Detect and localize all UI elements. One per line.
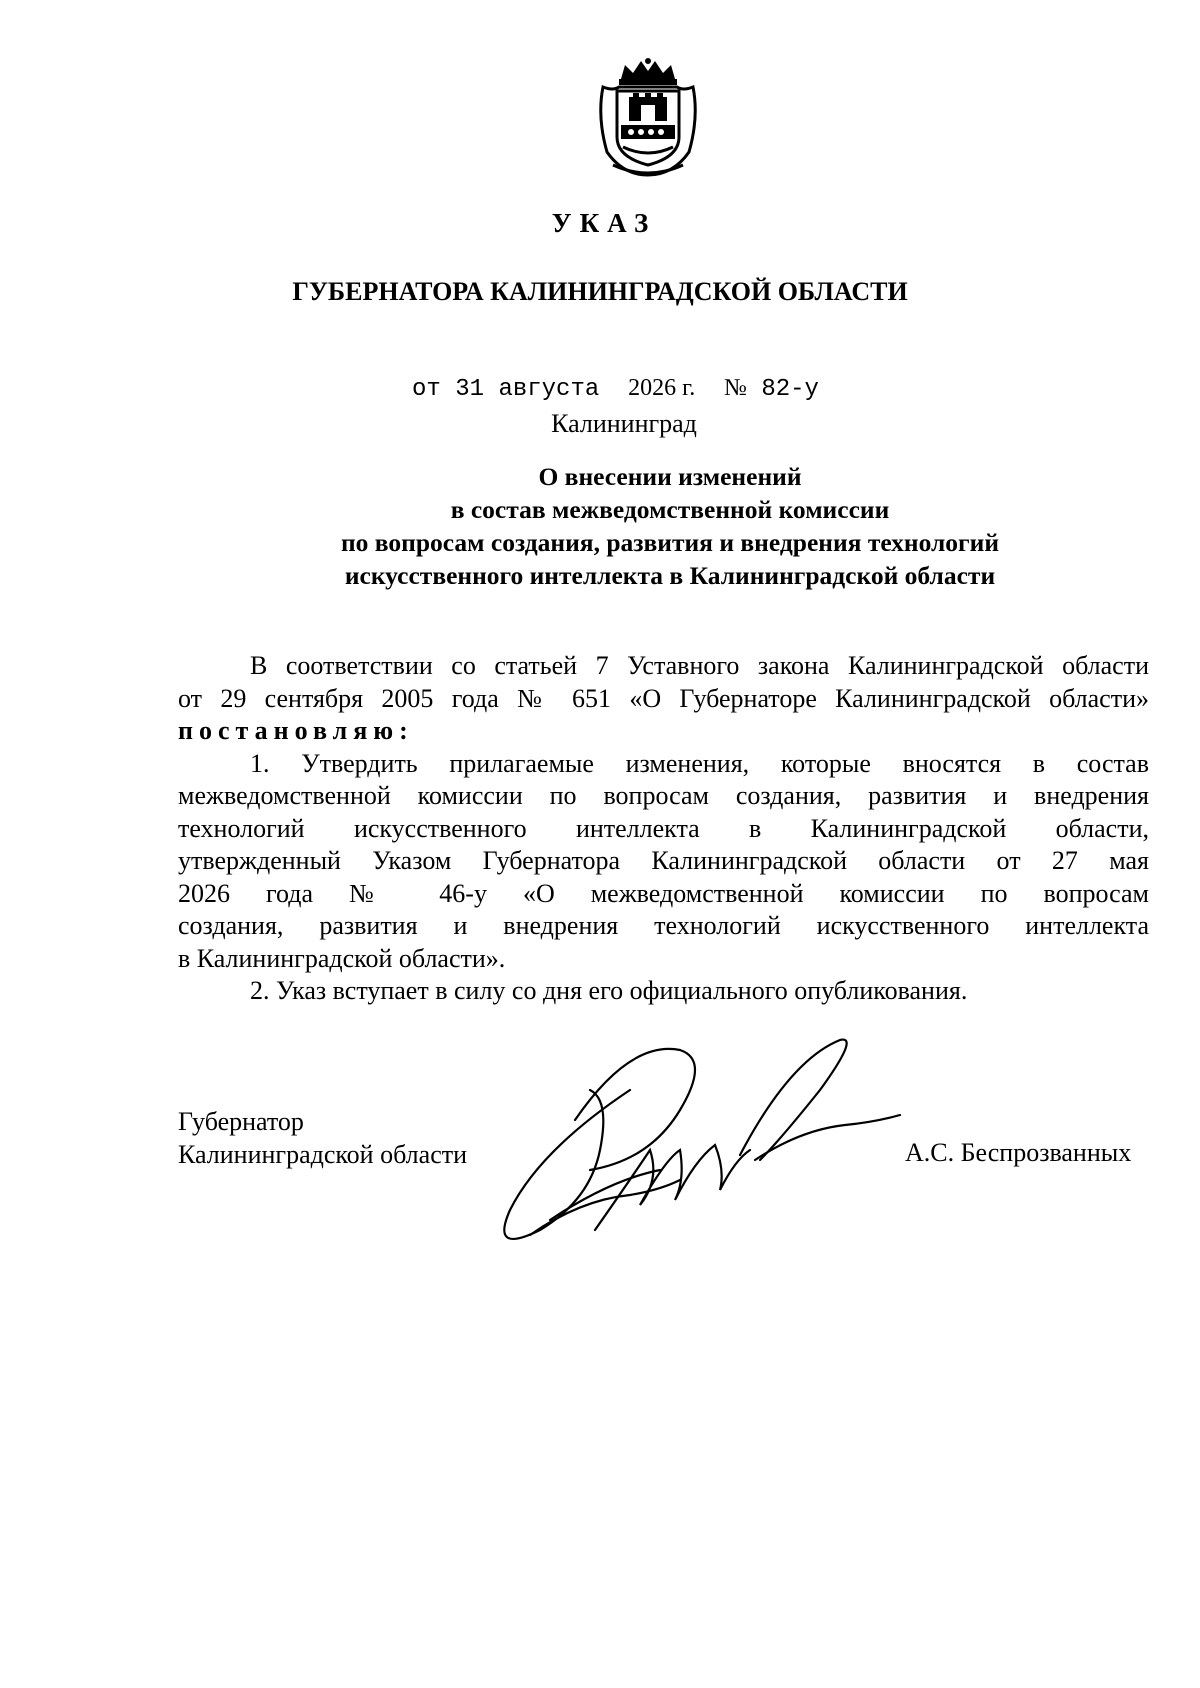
signatory-position-line: Губернатор bbox=[178, 1107, 304, 1136]
signatory-position bbox=[178, 1105, 467, 1171]
item-1-line: утвержденный Указом Губернатора Калининградской области от 27 мая bbox=[178, 846, 1149, 875]
date-prefix: от bbox=[412, 376, 441, 403]
date-month: августа bbox=[498, 376, 600, 403]
date-number-line bbox=[412, 375, 819, 403]
document-number: 82-у bbox=[761, 376, 819, 403]
handwritten-signature bbox=[480, 1030, 920, 1260]
item-1-line: 1. Утвердить прилагаемые изменения, которые вносятся в состав bbox=[250, 748, 1149, 778]
item-1-line: межведомственной комиссии по вопросам создания, развития и внедрения bbox=[178, 781, 1149, 810]
item-1-line: технологий искусственного интеллекта в Калининградской области, bbox=[178, 813, 1149, 843]
document-body bbox=[178, 650, 1149, 1008]
date-day: 31 bbox=[455, 376, 485, 403]
decree-word: постановляю: bbox=[178, 716, 414, 745]
issuer-title: ГУБЕРНАТОРА КАЛИНИНГРАДСКОЙ ОБЛАСТИ bbox=[292, 277, 908, 306]
coat-of-arms-emblem bbox=[593, 57, 703, 177]
document-subject bbox=[290, 460, 1050, 592]
item-2: 2. Указ вступает в силу со дня его официального опубликования. bbox=[250, 976, 968, 1005]
subject-line: в состав межведомственной комиссии bbox=[450, 495, 890, 524]
subject-line: О внесении изменений bbox=[538, 462, 802, 491]
city-name: Калининград bbox=[551, 409, 697, 438]
item-1-line: в Калининградской области». bbox=[178, 943, 506, 973]
preamble-line: В соответствии со статьей 7 Уставного закона Калининградской области bbox=[250, 651, 1149, 680]
date-year: 2026 г. bbox=[628, 375, 696, 401]
subject-line: искусственного интеллекта в Калининградской области bbox=[344, 561, 996, 590]
item-1-line: создания, развития и внедрения технологий искусственного интеллекта bbox=[178, 911, 1149, 940]
item-1-line: 2026 года № 46-у «О межведомственной комиссии по вопросам bbox=[178, 878, 1149, 908]
subject-line: по вопросам создания, развития и внедрения технологий bbox=[340, 528, 1000, 557]
signatory-name: А.С. Беспрозванных bbox=[905, 1138, 1132, 1167]
preamble-line: от 29 сентября 2005 года № 651 «О Губернаторе Калининградской области» bbox=[178, 683, 1149, 713]
number-sign: № bbox=[724, 375, 747, 401]
document-type-title: УКАЗ bbox=[551, 208, 657, 238]
signatory-position-line: Калининградской области bbox=[178, 1140, 468, 1169]
